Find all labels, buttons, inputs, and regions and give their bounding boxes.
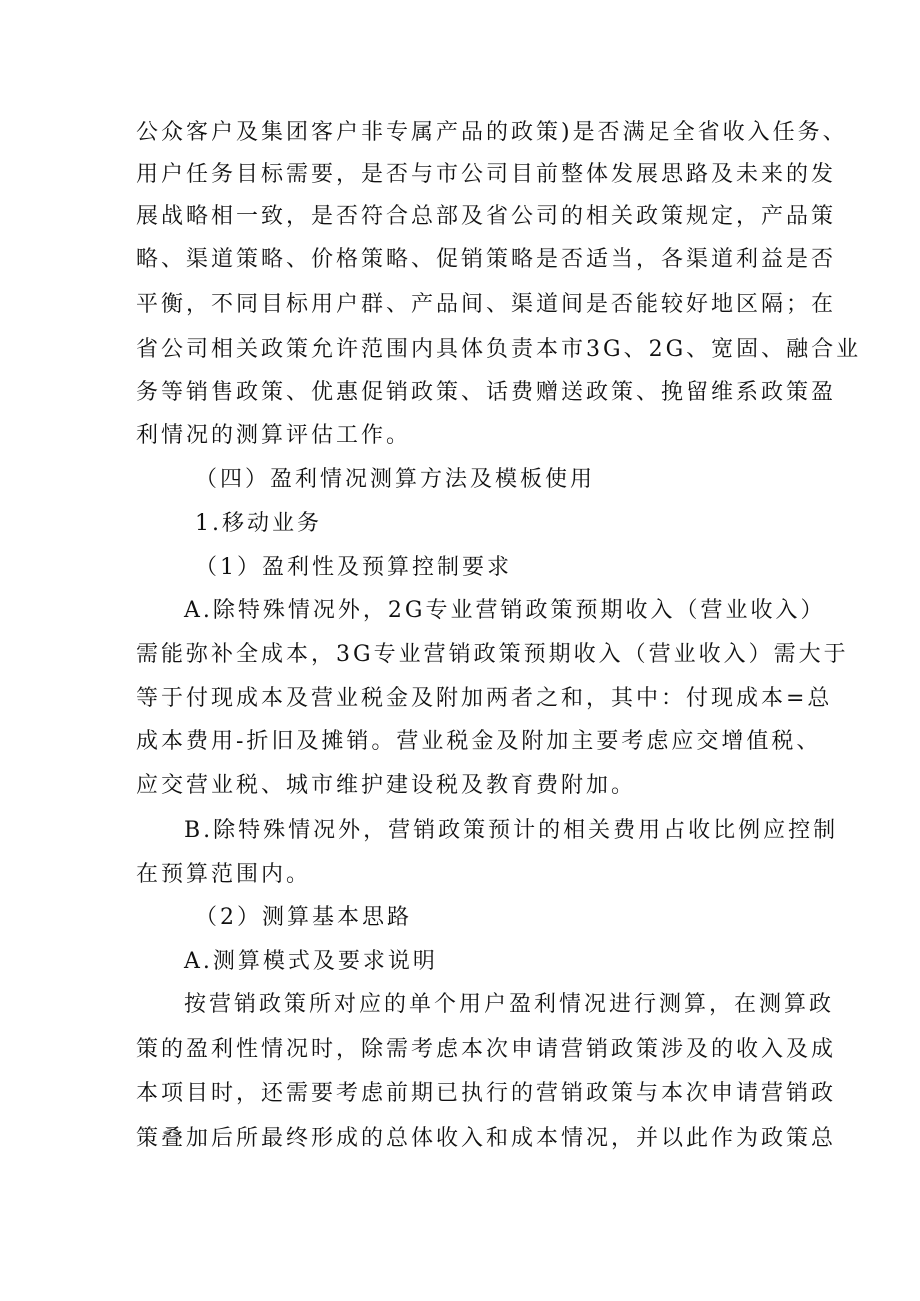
text-line: 在预算范围内。 [136,862,312,887]
subsection-heading: （2）测算基本思路 [195,905,412,930]
text-line: 本项目时，还需要考虑前期已执行的营销政策与本次申请营销政 [136,1081,837,1106]
subsection-heading: 1.移动业务 [195,511,322,536]
text-line: 策叠加后所最终形成的总体收入和成本情况，并以此作为政策总 [136,1126,837,1151]
section-heading: （四）盈利情况测算方法及模板使用 [195,467,596,492]
text-line: 务等销售政策、优惠促销政策、话费赠送政策、挽留维系政策盈 [136,380,837,405]
text-line: 策的盈利性情况时，除需考虑本次申请营销政策涉及的收入及成 [136,1037,837,1062]
text-line: 略、渠道策略、价格策略、促销策略是否适当，各渠道利益是否 [136,247,837,272]
text-line: A.除特殊情况外，2G专业营销政策预期收入（营业收入） [184,598,826,623]
text-line: 用户任务目标需要，是否与市公司目前整体发展思路及未来的发 [136,162,837,187]
text-line: B.除特殊情况外，营销政策预计的相关费用占收比例应控制 [184,818,839,843]
subsection-heading: （1）盈利性及预算控制要求 [195,555,512,580]
text-line: 展战略相一致，是否符合总部及省公司的相关政策规定，产品策 [136,204,837,229]
text-line: 需能弥补全成本，3G专业营销政策预期收入（营业收入）需大于 [136,642,849,667]
text-line: 按营销政策所对应的单个用户盈利情况进行测算，在测算政 [184,992,835,1017]
text-line: 平衡，不同目标用户群、产品间、渠道间是否能较好地区隔；在 [136,292,837,317]
text-line: 应交营业税、城市维护建设税及教育费附加。 [136,773,637,798]
text-line: 等于付现成本及营业税金及附加两者之和，其中：付现成本=总 [136,686,833,711]
subsection-heading: A.测算模式及要求说明 [184,949,438,974]
text-line: 公众客户及集团客户非专属产品的政策)是否满足全省收入任务、 [136,120,848,145]
text-line: 利情况的测算评估工作。 [136,423,412,448]
text-line: 成本费用-折旧及摊销。营业税金及附加主要考虑应交增值税、 [136,729,822,754]
text-line: 省公司相关政策允许范围内具体负责本市3G、2G、宽固、融合业 [136,337,862,362]
